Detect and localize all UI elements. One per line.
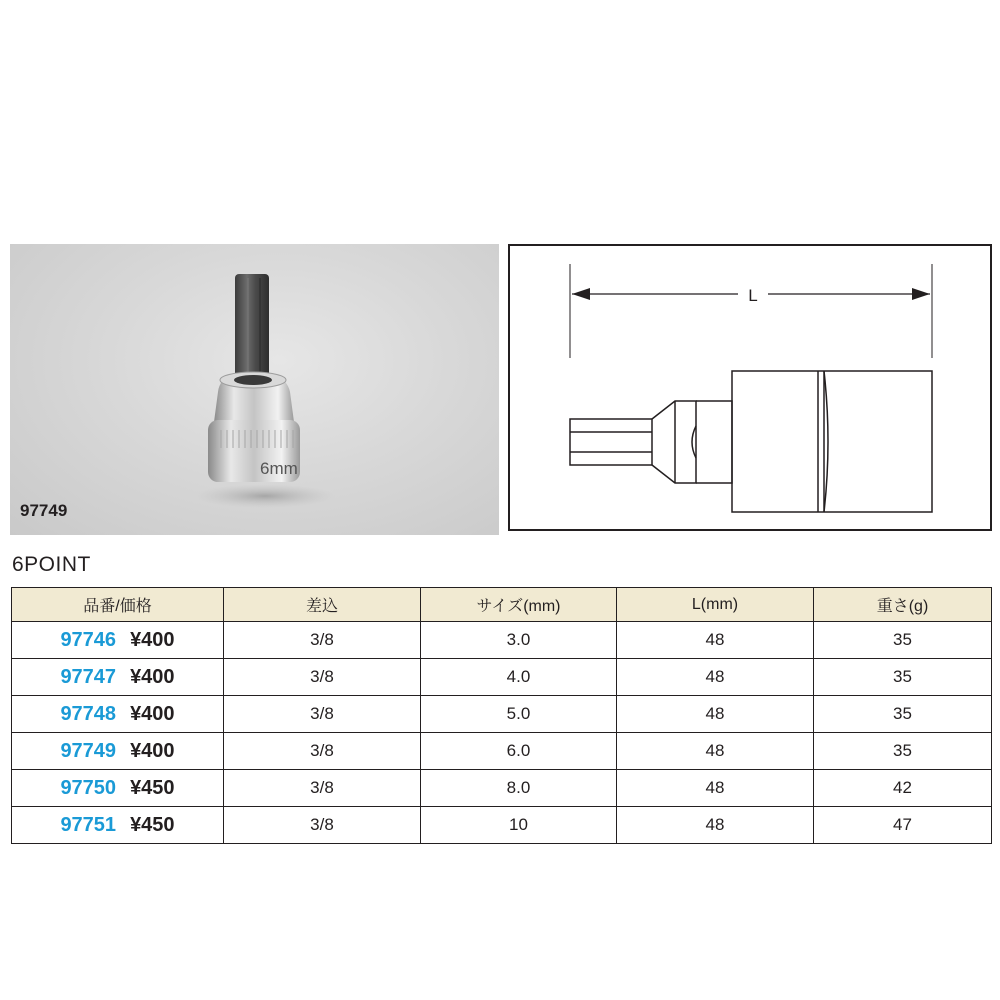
part-price-cell — [12, 696, 224, 733]
price: ¥400 — [130, 628, 175, 651]
part-number: 97750 — [60, 776, 117, 799]
part-price-cell — [12, 622, 224, 659]
length-cell: 48 — [617, 696, 814, 733]
drive-cell: 3/8 — [224, 807, 421, 844]
length-cell: 48 — [617, 659, 814, 696]
table-row — [12, 733, 992, 770]
drive-cell: 3/8 — [224, 696, 421, 733]
weight-cell: 35 — [814, 622, 992, 659]
size-cell: 5.0 — [421, 696, 617, 733]
length-cell: 48 — [617, 733, 814, 770]
size-cell: 10 — [421, 807, 617, 844]
header-part-price: 品番/価格 — [12, 588, 224, 622]
header-size: サイズ(mm) — [421, 588, 617, 622]
part-number: 97747 — [60, 665, 117, 688]
length-cell: 48 — [617, 770, 814, 807]
part-price-cell — [12, 807, 224, 844]
product-photo — [10, 244, 499, 535]
section-title: 6POINT — [12, 553, 91, 576]
dimension-diagram — [508, 244, 992, 531]
drive-cell: 3/8 — [224, 770, 421, 807]
drive-cell: 3/8 — [224, 622, 421, 659]
drive-cell: 3/8 — [224, 659, 421, 696]
header-drive: 差込 — [224, 588, 421, 622]
size-engraving: 6mm — [260, 459, 298, 478]
weight-cell: 35 — [814, 696, 992, 733]
part-number: 97751 — [60, 813, 117, 836]
price: ¥400 — [130, 702, 175, 725]
length-cell: 48 — [617, 622, 814, 659]
size-cell: 6.0 — [421, 733, 617, 770]
price: ¥450 — [130, 813, 175, 836]
part-number: 97746 — [60, 628, 117, 651]
part-price-cell — [12, 733, 224, 770]
weight-cell: 35 — [814, 659, 992, 696]
weight-cell: 42 — [814, 770, 992, 807]
size-cell: 3.0 — [421, 622, 617, 659]
header-length: L(mm) — [617, 588, 814, 622]
socket-outline-drawing — [510, 246, 994, 533]
hex-bit-socket-image — [10, 244, 499, 535]
size-cell: 8.0 — [421, 770, 617, 807]
price: ¥400 — [130, 739, 175, 762]
drive-cell: 3/8 — [224, 733, 421, 770]
dimension-label: L — [748, 286, 758, 305]
table-row — [12, 622, 992, 659]
part-number: 97748 — [60, 702, 117, 725]
table-header-row — [12, 588, 992, 622]
spec-table — [11, 587, 992, 844]
weight-cell: 35 — [814, 733, 992, 770]
part-price-cell — [12, 659, 224, 696]
table-row — [12, 770, 992, 807]
part-price-cell — [12, 770, 224, 807]
table-row — [12, 807, 992, 844]
table-row — [12, 696, 992, 733]
weight-cell: 47 — [814, 807, 992, 844]
size-cell: 4.0 — [421, 659, 617, 696]
price: ¥400 — [130, 665, 175, 688]
length-cell: 48 — [617, 807, 814, 844]
photo-part-number: 97749 — [20, 501, 68, 520]
table-row — [12, 659, 992, 696]
header-weight: 重さ(g) — [814, 588, 992, 622]
part-number: 97749 — [60, 739, 117, 762]
price: ¥450 — [130, 776, 175, 799]
